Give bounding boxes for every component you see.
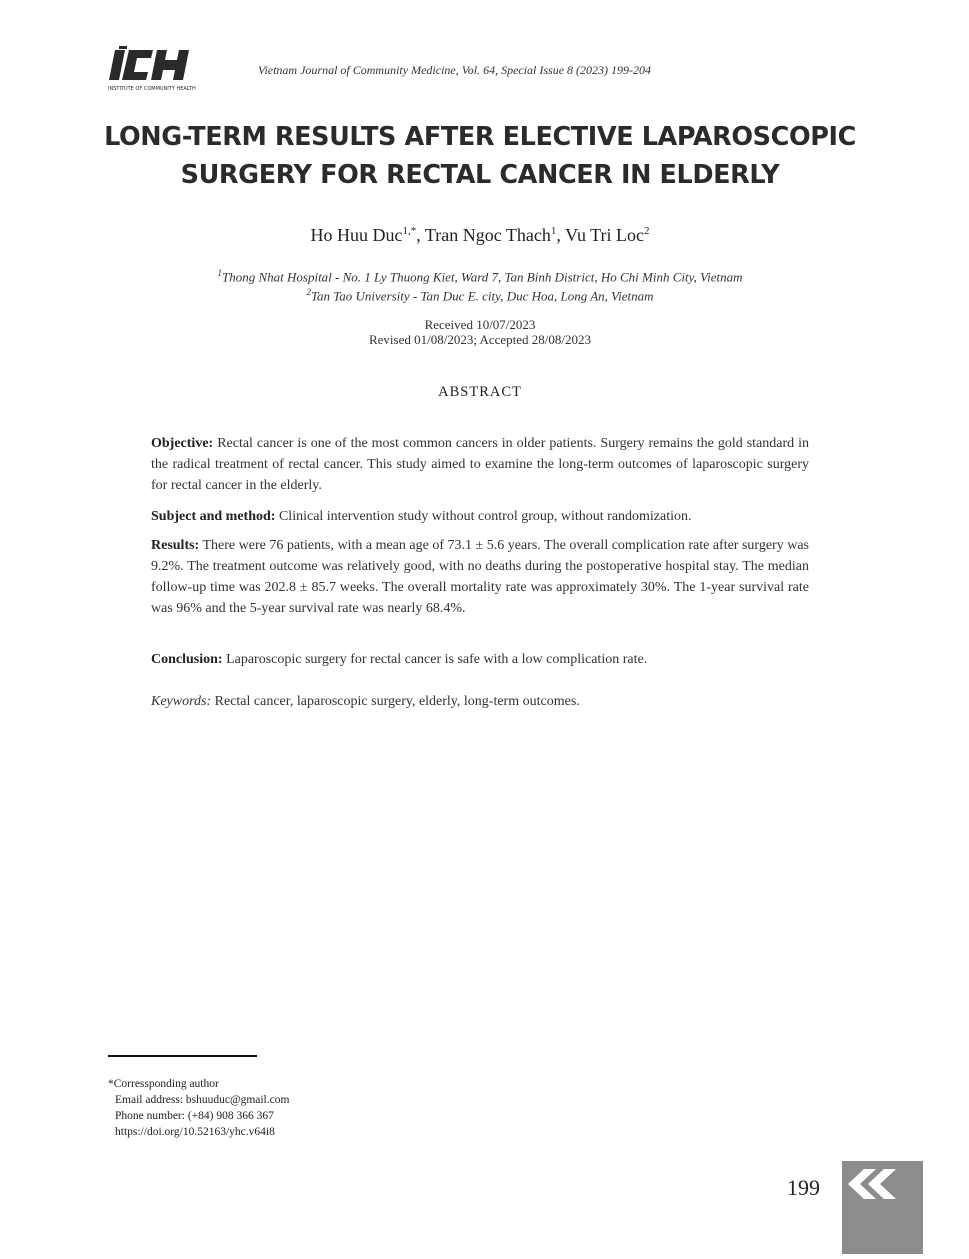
page-tab (842, 1161, 923, 1254)
abstract-keywords: Keywords: Rectal cancer, laparoscopic surgery, elderly, long-term outcomes. (151, 694, 580, 709)
abstract-method: Subject and method: Clinical intervention study without control group, without randomization. (151, 509, 692, 524)
journal-logo (107, 44, 197, 94)
footnote-divider (108, 1055, 257, 1057)
abstract-heading: ABSTRACT (438, 384, 522, 400)
journal-citation: Vietnam Journal of Community Medicine, Vol. 64, Special Issue 8 (2023) 199-204 (258, 63, 652, 77)
title-line: LONG-TERM RESULTS AFTER ELECTIVE LAPAROSCOPIC (104, 122, 856, 152)
email-address: Email address: bshuuduc@gmail.com (115, 1094, 290, 1106)
author-affiliation-mark: 1,* (402, 225, 417, 237)
footnote (108, 1076, 289, 1140)
author-affiliation-mark: 2 (644, 225, 650, 237)
phone-number: Phone number: (+84) 908 366 367 (115, 1110, 274, 1122)
revised-accepted-date: Revised 01/08/2023; Accepted 28/08/2023 (368, 332, 592, 347)
page-number: 199 (787, 1175, 820, 1200)
author-list: Ho Huu Duc$^{1,*}$, Tran Ngoc Thach$^1$, Vu Tri Loc$^2$ (310, 225, 650, 245)
doi-link[interactable]: https://doi.org/10.52163/yhc.v64i8 (115, 1126, 275, 1138)
title-line: SURGERY FOR RECTAL CANCER IN ELDERLY (180, 160, 780, 190)
svg-text:INSTITUTE OF COMMUNITY HEALTH: INSTITUTE OF COMMUNITY HEALTH (108, 86, 196, 92)
received-date: Received 10/07/2023 (424, 317, 536, 332)
abstract-conclusion: Conclusion: Laparoscopic surgery for rectal cancer is safe with a low complication rate. (151, 652, 648, 667)
affiliation-2: $^2$Tan Tao University - Tan Duc E. city, Duc Hoa, Long An, Vietnam (306, 287, 654, 304)
article-title (80, 118, 880, 194)
abstract-results: Results: There were 76 patients, with a mean age of 73.1 ± 5.6 years. The overall complication rate after surgery was 9.2%. The treatment outcome was relatively good, with no deaths during the postoperative hospital stay. The median follow-up time was 202.8 ± 85.7 weeks. The overall mortality rate was approximately 30%. The 1-year survival rate was 96% and the 5-year survival rate was nearly 68.4%. (151, 538, 809, 616)
author-affiliation-mark: 1 (550, 225, 557, 237)
abstract-objective: Objective: Rectal cancer is one of the most common cancers in older patients. Surgery remains the gold standard in the radical treatment of rectal cancer. This study aimed to examine the long-term outcomes of laparoscopic surgery for rectal cancer in the elderly. (151, 436, 809, 493)
author-name: Tran Ngoc Thach (424, 225, 551, 245)
affiliation-1: $^1$Thong Nhat Hospital - No. 1 Ly Thuong Kiet, Ward 7, Tan Binh District, Ho Chi Minh City, Vietnam (217, 268, 743, 285)
double-chevron-left-icon (842, 1161, 923, 1254)
author-name: Vu Tri Loc (565, 225, 645, 245)
corresponding-author-label: *Corressponding author (108, 1078, 219, 1090)
author-name: Ho Huu Duc (310, 225, 403, 245)
